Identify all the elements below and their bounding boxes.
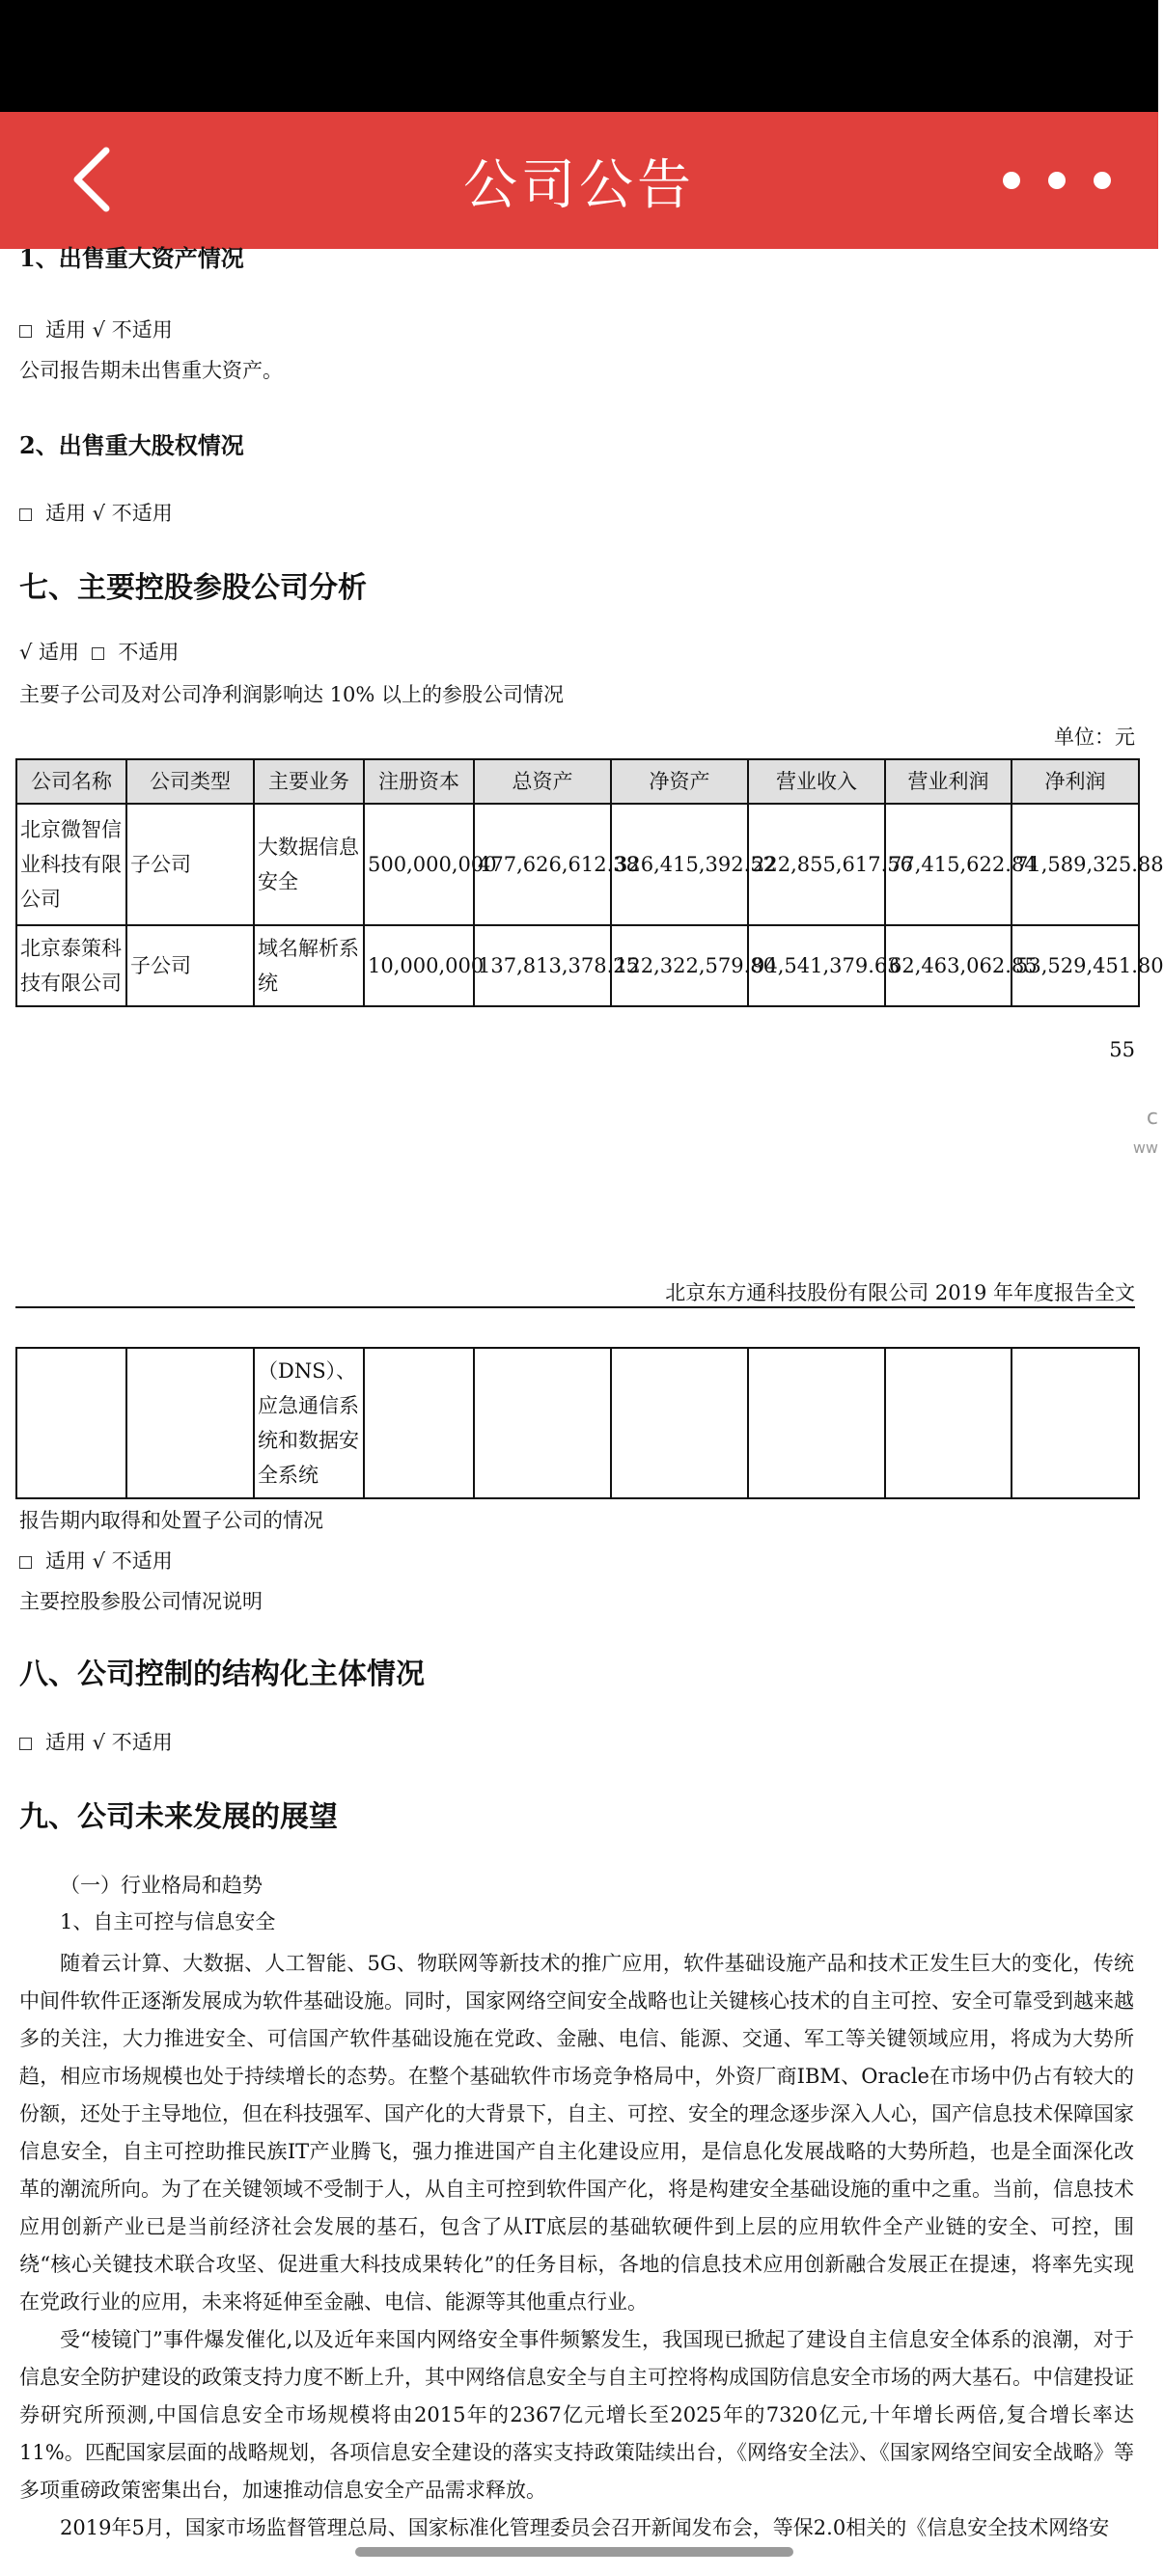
table-cell: 53,529,451.80 <box>1012 925 1139 1006</box>
page-title: 公司公告 <box>463 154 695 217</box>
section-heading: 1、出售重大资产情况 <box>19 244 244 272</box>
nav-bar <box>0 112 1158 249</box>
table-header: 公司名称 <box>16 759 126 804</box>
table-cell: 71,589,325.88 <box>1012 804 1139 925</box>
page-number: 55 <box>1109 1038 1135 1061</box>
table-cell: 域名解析系统 <box>254 925 364 1006</box>
section-heading: 七、主要控股参股公司分析 <box>19 571 367 605</box>
checkbox-icon <box>19 1738 32 1750</box>
table-cell: 77,415,622.84 <box>885 804 1012 925</box>
subsidiary-table <box>15 758 1164 1007</box>
table-cell <box>474 1348 611 1498</box>
body-text: 公司报告期未出售重大资产。 <box>19 359 283 382</box>
table-cell: 94,541,379.63 <box>748 925 885 1006</box>
report-header: 北京东方通科技股份有限公司 2019 年年度报告全文 <box>665 1281 1135 1304</box>
applicability-option: 适用 √ 不适用 <box>19 498 173 527</box>
table-header-row <box>16 759 1139 804</box>
table-row <box>16 925 1139 1006</box>
table-cell: 62,463,062.85 <box>885 925 1012 1006</box>
table-cell <box>1012 1348 1139 1498</box>
table-cell <box>885 1348 1012 1498</box>
more-dots-icon <box>994 158 1120 203</box>
table-header: 净利润 <box>1012 759 1139 804</box>
applicability-option: √ 适用 不适用 <box>19 641 180 664</box>
paragraph: 2019年5月，国家市场监督管理总局、国家标准化管理委员会召开新闻发布会，等保2.0相关的《信息安全技术网络安 <box>60 2516 1110 2539</box>
table-cell: （DNS）、应急通信系统和数据安全系统 <box>254 1348 364 1498</box>
applicability-option: 适用 √ 不适用 <box>19 315 173 343</box>
table-cell: 122,322,579.80 <box>611 925 748 1006</box>
document-content <box>0 244 1164 2576</box>
table-cell: 子公司 <box>126 804 254 925</box>
table-row <box>16 804 1139 925</box>
table-cell: 222,855,617.56 <box>748 804 885 925</box>
applicability-option: 适用 √ 不适用 <box>19 1546 173 1575</box>
status-bar <box>0 0 1158 112</box>
subheading: 1、自主可控与信息安全 <box>60 1910 276 1933</box>
table-cell: 500,000,000 <box>364 804 474 925</box>
applicability-option: 适用 √ 不适用 <box>19 1727 173 1756</box>
divider <box>15 1306 1135 1308</box>
table-cell: 477,626,612.38 <box>474 804 611 925</box>
table-header: 公司类型 <box>126 759 254 804</box>
checkbox-icon <box>19 508 32 521</box>
section-heading: 八、公司控制的结构化主体情况 <box>19 1658 425 1691</box>
checkbox-icon <box>19 325 32 338</box>
table-cell: 326,415,392.52 <box>611 804 748 925</box>
body-text: 报告期内取得和处置子公司的情况 <box>19 1509 323 1532</box>
table-cell: 北京泰策科技有限公司 <box>16 925 126 1006</box>
section-heading: 九、公司未来发展的展望 <box>19 1800 338 1834</box>
table-row <box>16 1348 1139 1498</box>
section-heading: 2、出售重大股权情况 <box>19 431 244 459</box>
body-text: 主要子公司及对公司净利润影响达 10% 以上的参股公司情况 <box>19 683 565 706</box>
paragraph: 受“棱镜门”事件爆发催化,以及近年来国内网络安全事件频繁发生，我国现已掀起了建设自主信息安全体系的浪潮，对于信息安全防护建设的政策支持力度不断上升，其中网络信息安全与自主可控将构成国防信息安全市场的两大基石。中信建投证券研究所预测,中国信息安全市场规模将由2015年的2367亿元增长至2025年的7320亿元,十年增长两倍,复合增长率达11%。匹配国家层面的战略规划，各项信息安全建设的落实支持政策陆续出台，《网络安全法》、《国家网络空间安全战略》等多项重磅政策密集出台，加速推动信息安全产品需求释放。 <box>19 2328 1134 2502</box>
table-cell: 10,000,000 <box>364 925 474 1006</box>
subheading: （一）行业格局和趋势 <box>60 1874 263 1897</box>
table-cell <box>364 1348 474 1498</box>
edge-mark: ww <box>1132 1138 1158 1157</box>
table-cell <box>611 1348 748 1498</box>
subsidiary-table-continued <box>15 1347 1140 1499</box>
home-indicator[interactable] <box>355 2547 793 2557</box>
table-header: 净资产 <box>611 759 748 804</box>
body-paragraphs <box>19 1945 1134 2547</box>
table-header: 营业收入 <box>748 759 885 804</box>
paragraph: 随着云计算、大数据、人工智能、5G、物联网等新技术的推广应用，软件基础设施产品和技术正发生巨大的变化，传统中间件软件正逐渐发展成为软件基础设施。同时，国家网络空间安全战略也让关键核心技术的自主可控、安全可靠受到越来越多的关注，大力推进安全、可信国产软件基础设施在党政、金融、电信、能源、交通、军工等关键领域应用，将成为大势所趋，相应市场规模也处于持续增长的态势。在整个基础软件市场竞争格局中，外资厂商IBM、Oracle在市场中仍占有较大的份额，还处于主导地位，但在科技强军、国产化的大背景下，自主、可控、安全的理念逐步深入人心，国产信息技术保障国家信息安全，自主可控助推民族IT产业腾飞，强力推进国产自主化建设应用，是信息化发展战略的大势所趋，也是全面深化改革的潮流所向。为了在关键领域不受制于人，从自主可控到软件国产化，将是构建安全基础设施的重中之重。当前，信息技术应用创新产业已是当前经济社会发展的基石，包含了从IT底层的基础软硬件到上层的应用软件全产业链的安全、可控，围绕“核心关键技术联合攻坚、促进重大科技成果转化”的任务目标，各地的信息技术应用创新融合发展正在提速，将率先实现在党政行业的应用，未来将延伸至金融、电信、能源等其他重点行业。 <box>19 1952 1134 2314</box>
table-cell: 子公司 <box>126 925 254 1006</box>
table-cell <box>16 1348 126 1498</box>
table-cell: 北京微智信业科技有限公司 <box>16 804 126 925</box>
table-cell: 大数据信息安全 <box>254 804 364 925</box>
table-header: 总资产 <box>474 759 611 804</box>
body-text: 主要控股参股公司情况说明 <box>19 1590 263 1613</box>
checkbox-icon <box>92 647 104 660</box>
table-header: 主要业务 <box>254 759 364 804</box>
edge-mark: c <box>1146 1106 1158 1130</box>
table-cell <box>126 1348 254 1498</box>
unit-label: 单位：元 <box>1054 726 1135 749</box>
checkbox-icon <box>19 1556 32 1569</box>
more-button[interactable] <box>994 158 1120 203</box>
table-header: 营业利润 <box>885 759 1012 804</box>
table-header: 注册资本 <box>364 759 474 804</box>
table-cell <box>748 1348 885 1498</box>
table-cell: 137,813,378.25 <box>474 925 611 1006</box>
